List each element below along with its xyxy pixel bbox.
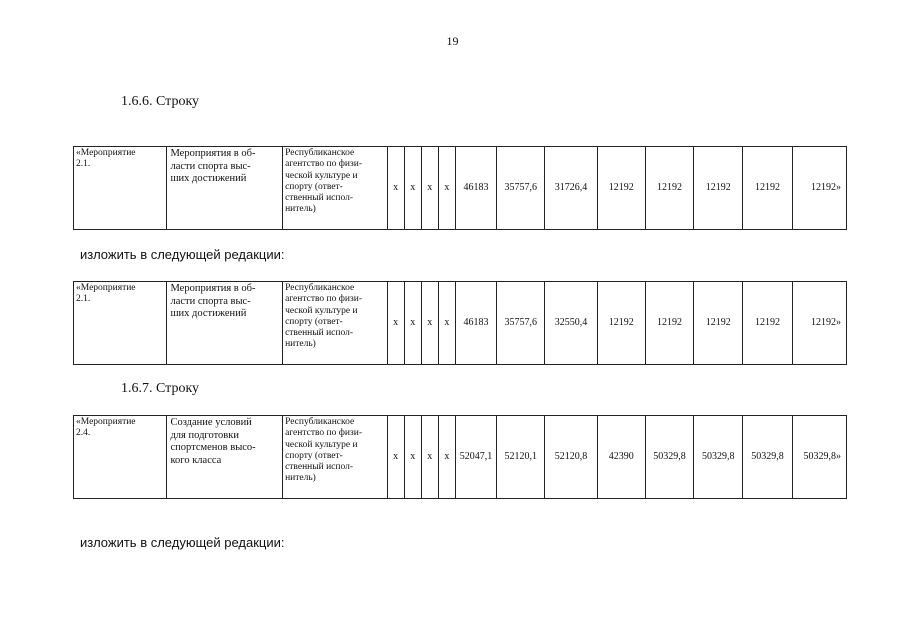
executor-cell-line: спорту (ответ- bbox=[285, 316, 343, 327]
value-cell: 32550,4 bbox=[545, 282, 597, 365]
value-cell: 12192 bbox=[743, 147, 792, 230]
code-cell: х bbox=[404, 147, 421, 230]
event-cell bbox=[74, 282, 167, 365]
value-cell: 12192 bbox=[597, 282, 645, 365]
budget-table-original-2-1 bbox=[73, 146, 847, 230]
instruction-text-1: изложить в следующей редакции: bbox=[80, 247, 285, 262]
instruction-text-2: изложить в следующей редакции: bbox=[80, 535, 285, 550]
event-name-cell-line: ших достижений bbox=[170, 173, 247, 184]
event-name-cell-line: кого класса bbox=[170, 454, 222, 466]
value-cell: 12192 bbox=[645, 147, 693, 230]
event-name-cell-line: Мероприятия в об- bbox=[170, 148, 256, 159]
event-cell bbox=[74, 416, 167, 499]
table-row bbox=[74, 282, 847, 365]
page-number: 19 bbox=[446, 34, 459, 48]
code-cell: х bbox=[438, 416, 455, 499]
section-heading-1-6-6: 1.6.6. Строку bbox=[121, 94, 200, 109]
code-cell: х bbox=[404, 282, 421, 365]
value-cell: 12192 bbox=[597, 147, 645, 230]
code-cell: х bbox=[421, 282, 438, 365]
executor-cell-line: нитель) bbox=[285, 339, 316, 350]
executor-cell-line: спорту (ответ- bbox=[285, 450, 343, 461]
section-heading-1-6-7: 1.6.7. Строку bbox=[121, 381, 200, 396]
executor-cell-line: ческой культуре и bbox=[285, 305, 358, 316]
value-cell: 12192» bbox=[792, 282, 846, 365]
event-name-cell-line: ших достижений bbox=[170, 308, 247, 319]
code-cell: х bbox=[438, 282, 455, 365]
executor-cell-line: спорту (ответ- bbox=[285, 181, 343, 192]
event-name-cell bbox=[167, 147, 283, 230]
value-cell: 12192» bbox=[792, 147, 846, 230]
value-cell: 50329,8 bbox=[645, 416, 693, 499]
event-cell-line: 2.4. bbox=[76, 428, 91, 438]
table-row bbox=[74, 147, 847, 230]
event-cell-line: 2.1. bbox=[76, 294, 91, 304]
event-name-cell-line: ласти спорта выс- bbox=[170, 295, 251, 307]
event-name-cell-line: для подготовки bbox=[170, 429, 239, 441]
value-cell: 12192 bbox=[694, 147, 743, 230]
executor-cell bbox=[283, 282, 388, 365]
table-row bbox=[74, 416, 847, 499]
value-cell: 50329,8» bbox=[792, 416, 846, 499]
executor-cell bbox=[283, 416, 388, 499]
value-cell: 52120,1 bbox=[497, 416, 545, 499]
value-cell: 52120,8 bbox=[545, 416, 597, 499]
event-name-cell-line: Мероприятия в об- bbox=[170, 283, 256, 294]
value-cell: 42390 bbox=[597, 416, 645, 499]
code-cell: х bbox=[404, 416, 421, 499]
budget-table-original-2-4 bbox=[73, 415, 847, 499]
event-cell bbox=[74, 147, 167, 230]
value-cell: 50329,8 bbox=[743, 416, 792, 499]
code-cell: х bbox=[387, 282, 404, 365]
executor-cell-line: ственный испол- bbox=[285, 328, 354, 339]
event-cell-line: «Мероприятие bbox=[76, 148, 136, 158]
value-cell: 12192 bbox=[694, 282, 743, 365]
event-cell-line: «Мероприятие bbox=[76, 417, 136, 427]
value-cell: 46183 bbox=[455, 282, 496, 365]
event-cell-line: «Мероприятие bbox=[76, 283, 136, 293]
code-cell: х bbox=[387, 416, 404, 499]
executor-cell-line: ственный испол- bbox=[285, 193, 354, 204]
event-cell-line: 2.1. bbox=[76, 159, 91, 169]
executor-cell-line: агентство по физи- bbox=[285, 428, 362, 439]
event-name-cell-line: спортсменов высо- bbox=[170, 442, 256, 453]
executor-cell bbox=[283, 147, 388, 230]
value-cell: 46183 bbox=[455, 147, 496, 230]
value-cell: 35757,6 bbox=[497, 147, 545, 230]
value-cell: 35757,6 bbox=[497, 282, 545, 365]
event-name-cell bbox=[167, 416, 283, 499]
event-name-cell-line: Создание условий bbox=[170, 417, 252, 428]
executor-cell-line: ственный испол- bbox=[285, 462, 354, 473]
value-cell: 52047,1 bbox=[455, 416, 496, 499]
executor-cell-line: Республиканское bbox=[285, 417, 355, 427]
event-name-cell-line: ласти спорта выс- bbox=[170, 160, 251, 172]
executor-cell-line: Республиканское bbox=[285, 283, 355, 293]
executor-cell-line: агентство по физи- bbox=[285, 294, 362, 305]
value-cell: 31726,4 bbox=[545, 147, 597, 230]
value-cell: 12192 bbox=[743, 282, 792, 365]
event-name-cell bbox=[167, 282, 283, 365]
value-cell: 50329,8 bbox=[694, 416, 743, 499]
executor-cell-line: ческой культуре и bbox=[285, 439, 358, 450]
code-cell: х bbox=[387, 147, 404, 230]
executor-cell-line: ческой культуре и bbox=[285, 170, 358, 181]
code-cell: х bbox=[421, 416, 438, 499]
budget-table-revised-2-1 bbox=[73, 281, 847, 365]
value-cell: 12192 bbox=[645, 282, 693, 365]
code-cell: х bbox=[438, 147, 455, 230]
executor-cell-line: нитель) bbox=[285, 204, 316, 215]
executor-cell-line: Республиканское bbox=[285, 148, 355, 158]
executor-cell-line: агентство по физи- bbox=[285, 159, 362, 170]
code-cell: х bbox=[421, 147, 438, 230]
executor-cell-line: нитель) bbox=[285, 473, 316, 484]
